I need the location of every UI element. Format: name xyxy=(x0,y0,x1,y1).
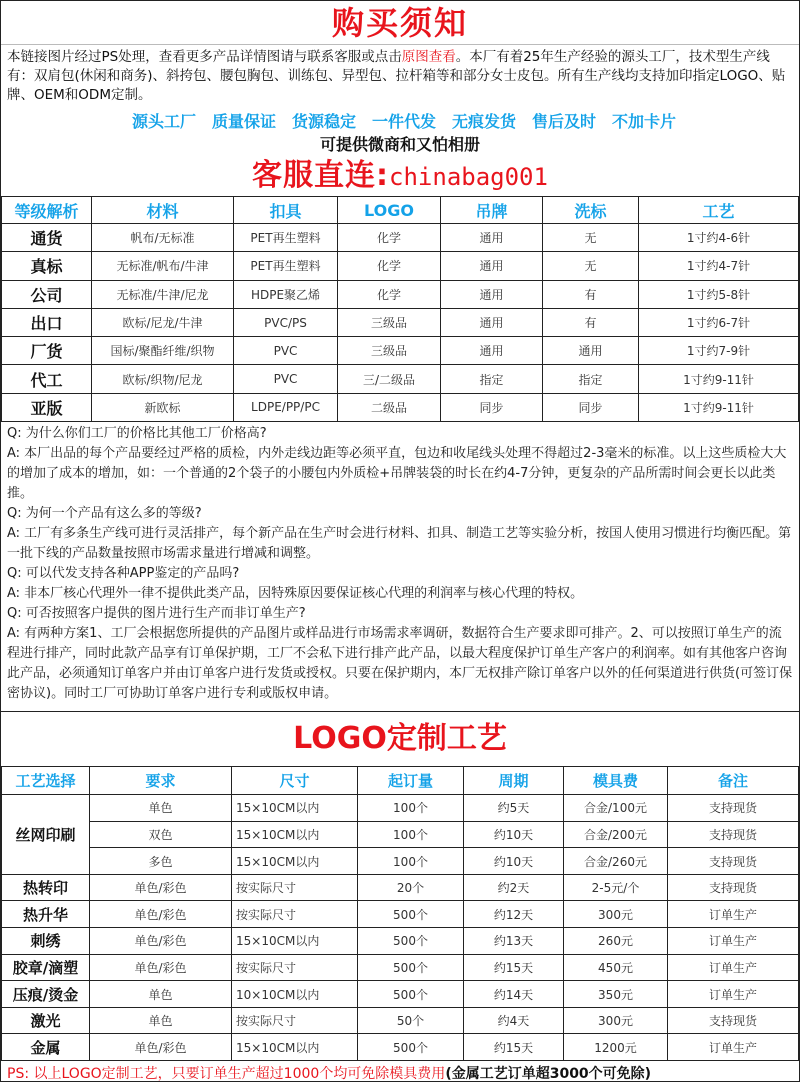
intro-part-2: 。本厂有着25年生产经验的源头工厂，技术型生产线有：双肩包(休闲和商务)、斜挎包、腰包胸包、训练包、异型包、拉杆箱等和部分女士皮包。所有生产线均支持加印指定LOGO、贴牌、OEM和ODM定制。 xyxy=(7,49,786,103)
table-cell: 同步 xyxy=(543,393,639,421)
table-row xyxy=(2,308,799,336)
table-cell: 约10天 xyxy=(464,821,564,848)
table-cell: 订单生产 xyxy=(668,981,799,1008)
table-cell: 三/二级品 xyxy=(338,365,441,393)
craft-name: 热转印 xyxy=(2,874,90,901)
original-image-link[interactable]: 原图查看 xyxy=(401,49,456,65)
table-cell: 支持现货 xyxy=(668,1007,799,1034)
table-cell: PVC xyxy=(234,365,338,393)
table-row xyxy=(2,795,799,822)
table-row xyxy=(2,1034,799,1061)
grade-name: 公司 xyxy=(2,280,92,308)
table-cell: 350元 xyxy=(564,981,668,1008)
table-cell: 约5天 xyxy=(464,795,564,822)
table-cell: 双色 xyxy=(90,821,232,848)
grade-header-cell: 扣具 xyxy=(234,197,338,224)
craft-header-cell: 工艺选择 xyxy=(2,767,90,795)
contact-line xyxy=(1,156,799,196)
faq-question: Q: 为何一个产品有这么多的等级? xyxy=(7,506,202,522)
table-row xyxy=(2,1007,799,1034)
table-cell: 100个 xyxy=(358,795,464,822)
faq-answer: A: 工厂有多条生产线可进行灵活排产，每个新产品在生产时会进行材料、扣具、制造工艺等实验分析，按国人使用习惯进行均衡匹配。第一批下线的产品数量按照市场需求量进行增减和调整。 xyxy=(7,526,792,562)
feature-item: 无痕发货 xyxy=(452,112,517,131)
table-row xyxy=(2,393,799,421)
feature-item: 不加卡片 xyxy=(612,112,677,131)
table-cell: 化学 xyxy=(338,280,441,308)
table-cell: 单色 xyxy=(90,981,232,1008)
table-cell: 15×10CM以内 xyxy=(232,795,358,822)
table-cell: 15×10CM以内 xyxy=(232,848,358,875)
table-cell: 多色 xyxy=(90,848,232,875)
craft-header-cell: 模具费 xyxy=(564,767,668,795)
table-cell: 15×10CM以内 xyxy=(232,821,358,848)
table-cell: 有 xyxy=(543,308,639,336)
table-cell: 支持现货 xyxy=(668,821,799,848)
table-cell: 合金/260元 xyxy=(564,848,668,875)
table-cell: 1寸约4-7针 xyxy=(639,252,799,280)
faq-question: Q: 可以代发支持各种APP鉴定的产品吗? xyxy=(7,566,240,582)
table-cell: 100个 xyxy=(358,821,464,848)
table-cell: 支持现货 xyxy=(668,848,799,875)
table-cell: 合金/100元 xyxy=(564,795,668,822)
intro-part-1: 本链接图片经过PS处理，查看更多产品详情图请与联系客服或点击 xyxy=(7,49,402,65)
table-cell: 通用 xyxy=(441,252,543,280)
table-cell: 合金/200元 xyxy=(564,821,668,848)
table-row xyxy=(2,252,799,280)
table-cell: 按实际尺寸 xyxy=(232,1007,358,1034)
table-cell: 订单生产 xyxy=(668,1034,799,1061)
table-cell: 通用 xyxy=(441,280,543,308)
table-row xyxy=(2,981,799,1008)
table-cell: 1寸约9-11针 xyxy=(639,365,799,393)
table-cell: HDPE聚乙烯 xyxy=(234,280,338,308)
feature-item: 源头工厂 xyxy=(131,112,196,131)
table-row xyxy=(2,901,799,928)
table-cell: 有 xyxy=(543,280,639,308)
table-cell: 约15天 xyxy=(464,954,564,981)
feature-list xyxy=(1,110,799,134)
grade-name: 代工 xyxy=(2,365,92,393)
grade-header-cell: LOGO xyxy=(338,197,441,224)
table-cell: 1寸约7-9针 xyxy=(639,337,799,365)
craft-name: 刺绣 xyxy=(2,928,90,955)
faq-question: Q: 可否按照客户提供的图片进行生产而非订单生产? xyxy=(7,606,306,622)
album-note: 可提供微商和又怕相册 xyxy=(319,135,480,154)
faq-question: Q: 为什么你们工厂的价格比其他工厂价格高? xyxy=(7,426,267,442)
table-cell: 1寸约5-8针 xyxy=(639,280,799,308)
table-cell: 订单生产 xyxy=(668,928,799,955)
table-row xyxy=(2,365,799,393)
craft-name: 压痕/烫金 xyxy=(2,981,90,1008)
table-cell: 单色/彩色 xyxy=(90,928,232,955)
table-cell: 通用 xyxy=(441,308,543,336)
table-cell: 15×10CM以内 xyxy=(232,1034,358,1061)
table-cell: 单色 xyxy=(90,1007,232,1034)
table-cell: 欧标/尼龙/牛津 xyxy=(92,308,234,336)
table-cell: 约13天 xyxy=(464,928,564,955)
logo-craft-table xyxy=(1,766,799,1061)
table-cell: 帆布/无标准 xyxy=(92,224,234,252)
table-cell: 1200元 xyxy=(564,1034,668,1061)
feature-item: 货源稳定 xyxy=(291,112,356,131)
craft-header-cell: 尺寸 xyxy=(232,767,358,795)
table-cell: PVC/PS xyxy=(234,308,338,336)
table-cell: 订单生产 xyxy=(668,954,799,981)
table-cell: 三级品 xyxy=(338,337,441,365)
table-cell: 国标/聚酯纤维/织物 xyxy=(92,337,234,365)
table-cell: 指定 xyxy=(543,365,639,393)
table-cell: 支持现货 xyxy=(668,795,799,822)
craft-header-cell: 周期 xyxy=(464,767,564,795)
table-row xyxy=(2,280,799,308)
logo-section-title: LOGO定制工艺 xyxy=(293,721,507,757)
table-cell: 450元 xyxy=(564,954,668,981)
table-cell: 按实际尺寸 xyxy=(232,874,358,901)
faq-answer: A: 非本厂核心代理外一律不提供此类产品，因特殊原因要保证核心代理的利润率与核心代理的特权。 xyxy=(7,586,584,602)
table-cell: 单色/彩色 xyxy=(90,874,232,901)
table-cell: 500个 xyxy=(358,954,464,981)
table-cell: 通用 xyxy=(441,337,543,365)
table-cell: 1寸约4-6针 xyxy=(639,224,799,252)
table-cell: 约10天 xyxy=(464,848,564,875)
table-cell: 指定 xyxy=(441,365,543,393)
table-cell: 约12天 xyxy=(464,901,564,928)
table-cell: 约14天 xyxy=(464,981,564,1008)
footer-ps-bold: (金属工艺订单超3000个可免除) xyxy=(445,1066,652,1082)
table-cell: 300元 xyxy=(564,1007,668,1034)
table-cell: LDPE/PP/PC xyxy=(234,393,338,421)
table-cell: 1寸约6-7针 xyxy=(639,308,799,336)
table-cell: 订单生产 xyxy=(668,901,799,928)
table-row xyxy=(2,821,799,848)
feature-item: 售后及时 xyxy=(532,112,597,131)
table-cell: 通用 xyxy=(543,337,639,365)
table-cell: 单色/彩色 xyxy=(90,1034,232,1061)
craft-name: 丝网印刷 xyxy=(2,795,90,875)
page-title: 购买须知 xyxy=(1,1,799,45)
feature-item: 质量保证 xyxy=(211,112,276,131)
grade-name: 真标 xyxy=(2,252,92,280)
table-cell: 260元 xyxy=(564,928,668,955)
grade-name: 亚版 xyxy=(2,393,92,421)
table-cell: 无标准/牛津/尼龙 xyxy=(92,280,234,308)
craft-header-cell: 要求 xyxy=(90,767,232,795)
grade-header-row xyxy=(2,197,799,224)
craft-name: 热升华 xyxy=(2,901,90,928)
table-cell: 500个 xyxy=(358,1034,464,1061)
table-cell: 通用 xyxy=(441,224,543,252)
contact-label: 客服直连: xyxy=(252,158,390,193)
feature-item: 一件代发 xyxy=(371,112,436,131)
table-cell: 500个 xyxy=(358,901,464,928)
faq-answer: A: 本厂出品的每个产品要经过严格的质检，内外走线边距等必须平直，包边和收尾线头处理不得超过2-3毫米的标准。以上这些质检大大的增加了成本的增加，如：一个普通的2个袋子的小腰包内外质检+吊牌装袋的时长在约4-7分钟，更复杂的产品所需时间会更长以此类推。 xyxy=(7,446,787,502)
table-cell: 无标准/帆布/牛津 xyxy=(92,252,234,280)
grade-header-cell: 工艺 xyxy=(639,197,799,224)
table-cell: 500个 xyxy=(358,928,464,955)
table-cell: 新欧标 xyxy=(92,393,234,421)
table-row xyxy=(2,954,799,981)
table-cell: 约15天 xyxy=(464,1034,564,1061)
contact-id: chinabag001 xyxy=(389,163,548,191)
table-cell: 化学 xyxy=(338,224,441,252)
craft-header-cell: 起订量 xyxy=(358,767,464,795)
table-cell: 欧标/织物/尼龙 xyxy=(92,365,234,393)
intro-text xyxy=(1,45,799,110)
table-cell: 二级品 xyxy=(338,393,441,421)
table-cell: 约2天 xyxy=(464,874,564,901)
grade-name: 通货 xyxy=(2,224,92,252)
grade-header-cell: 洗标 xyxy=(543,197,639,224)
table-cell: 同步 xyxy=(441,393,543,421)
table-row xyxy=(2,848,799,875)
table-cell: 500个 xyxy=(358,981,464,1008)
table-cell: 20个 xyxy=(358,874,464,901)
craft-header-cell: 备注 xyxy=(668,767,799,795)
table-cell: 15×10CM以内 xyxy=(232,928,358,955)
faq-section xyxy=(1,422,799,712)
table-cell: PET再生塑料 xyxy=(234,252,338,280)
table-cell: 2-5元/个 xyxy=(564,874,668,901)
table-cell: 单色/彩色 xyxy=(90,901,232,928)
craft-name: 金属 xyxy=(2,1034,90,1061)
table-row xyxy=(2,224,799,252)
table-row xyxy=(2,928,799,955)
grade-name: 厂货 xyxy=(2,337,92,365)
grade-name: 出口 xyxy=(2,308,92,336)
table-cell: 50个 xyxy=(358,1007,464,1034)
table-row xyxy=(2,874,799,901)
table-cell: 支持现货 xyxy=(668,874,799,901)
table-cell: 100个 xyxy=(358,848,464,875)
grade-header-cell: 等级解析 xyxy=(2,197,92,224)
table-cell: 无 xyxy=(543,224,639,252)
table-cell: 约4天 xyxy=(464,1007,564,1034)
table-cell: 三级品 xyxy=(338,308,441,336)
table-cell: 按实际尺寸 xyxy=(232,901,358,928)
footer-note xyxy=(1,1061,799,1082)
table-cell: 10×10CM以内 xyxy=(232,981,358,1008)
grade-table xyxy=(1,196,799,422)
faq-answer: A: 有两种方案1、工厂会根据您所提供的产品图片或样品进行市场需求率调研，数据符合生产要求即可排产。2、可以按照订单生产的流程进行排产，同时此款产品享有订单保护期，工厂不会私下进行排产此产品，以最大程度保护订单生产客户的利润率。如有其他客户咨询此产品，必须通知订单客户并由订单客户进行发货或授权。只要在保护期内，本厂无权排产除订单客户以外的任何渠道进行供货(可签订保密协议)。同时工厂可协助订单客户进行专利或版权申请。 xyxy=(7,626,793,702)
table-cell: 1寸约9-11针 xyxy=(639,393,799,421)
table-cell: PVC xyxy=(234,337,338,365)
table-cell: PET再生塑料 xyxy=(234,224,338,252)
grade-header-cell: 吊牌 xyxy=(441,197,543,224)
table-cell: 按实际尺寸 xyxy=(232,954,358,981)
table-cell: 300元 xyxy=(564,901,668,928)
craft-name: 激光 xyxy=(2,1007,90,1034)
craft-name: 胶章/滴塑 xyxy=(2,954,90,981)
table-cell: 单色/彩色 xyxy=(90,954,232,981)
footer-ps-text: PS: 以上LOGO定制工艺，只要订单生产超过1000个均可免除模具费用 xyxy=(7,1066,446,1082)
table-row xyxy=(2,337,799,365)
grade-header-cell: 材料 xyxy=(92,197,234,224)
table-cell: 无 xyxy=(543,252,639,280)
table-cell: 化学 xyxy=(338,252,441,280)
craft-header-row xyxy=(2,767,799,795)
table-cell: 单色 xyxy=(90,795,232,822)
